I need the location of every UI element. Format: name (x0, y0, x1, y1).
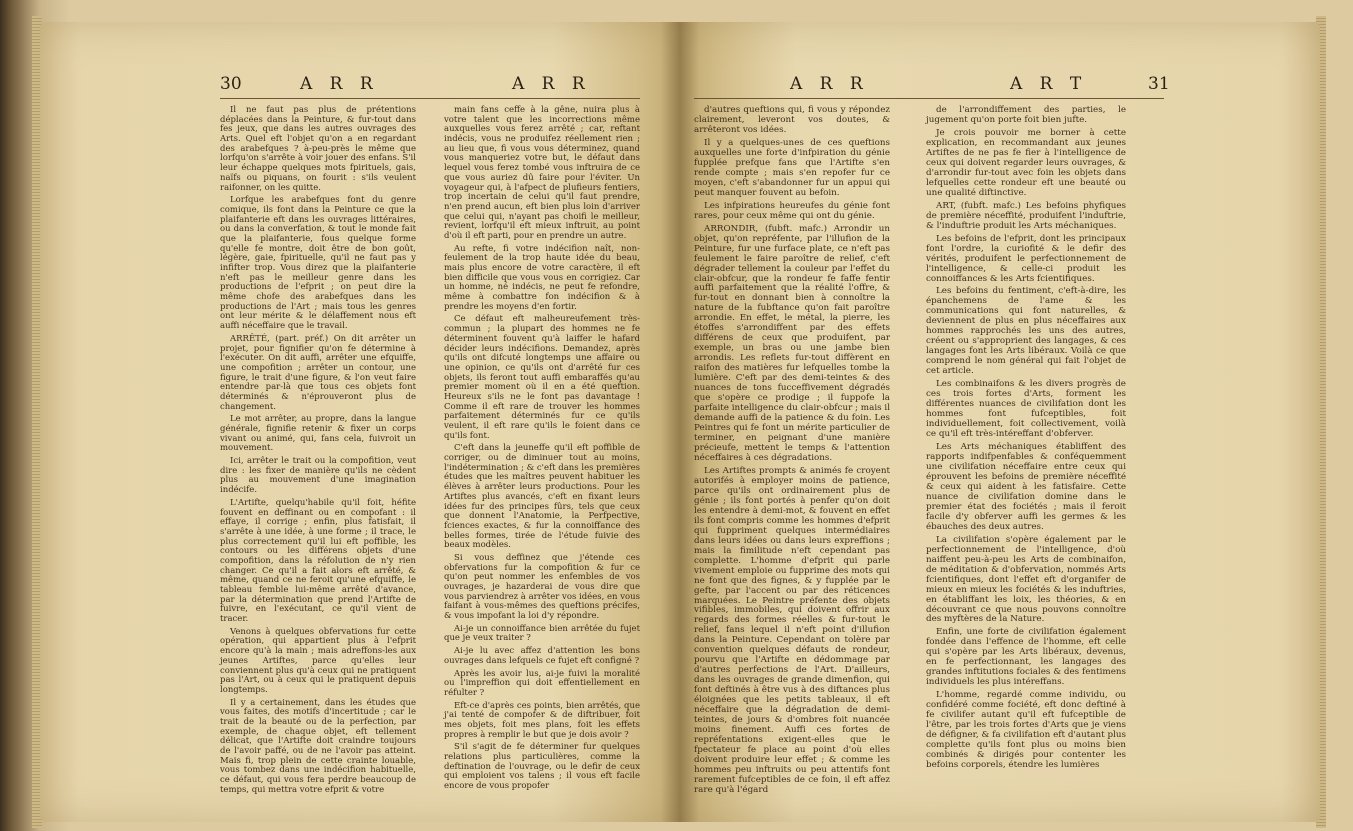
page-number-left: 30 (220, 74, 242, 94)
running-head-right-col1: A R R (790, 74, 869, 94)
paragraph: La civilifation s'opère également par le perfectionnement de l'intelligence, d'où naiffent peu-à-peu les Arts de combinaifon, de méditation & d'obfervation, nommés Arts fcientifiques, dont l'effet eft d'organifer de mieux en mieux les fociétés & les induftries, en établiffant les loix, les théories, & en découvrant ce que nous pouvons connoître des myftères de la Nature. (926, 534, 1126, 625)
paragraph: Le mot arrêter, au propre, dans la langue générale, fignifie retenir & fixer un corps vivant ou animé, qui, fans cela, fuivroit un mouvement. (220, 414, 416, 454)
paragraph: Enfin, une forte de civilifation également fondée dans l'effence de l'homme, eft celle qui s'opère par les Arts libéraux, devenus, en fe perfectionnant, les langages des grandes inftitutions fociales & des fentimens individuels les plus intéreffans. (926, 627, 1126, 688)
paragraph: Les Arts méchaniques établiffent des rapports indifpenfables & conféquemment une civilifation néceffaire entre ceux qui éprouvent les befoins de première néceffité & ceux qui aident à les fatisfaire. Cette nuance de civilifation domine dans le premier état des fociétés ; mais il feroit facile d'y obferver auffi les germes & les ébauches des deux autres. (926, 442, 1126, 532)
paragraph: Les infpirations heureufes du génie font rares, pour ceux même qui ont du génie. (694, 200, 890, 221)
paragraph: Je crois pouvoir me borner à cette explication, en recommandant aux jeunes Artiftes de ne pas fe fier à l'intelligence de ceux qui doivent regarder leurs ouvrages, & d'arrondir fur-tout avec foin les objets dans lefquelles cette rondeur eft une beauté ou une qualité diftinctive. (926, 127, 1126, 198)
paragraph: Il ne faut pas plus de prétentions déplacées dans la Peinture, & fur-tout dans fes jeux, que dans les autres ouvrages des Arts. Quel eft l'objet qu'on a en regardant des arabefques ? à-peu-près le même que lorfqu'on s'arrête à voir jouer des enfans. S'il leur échappe quelques mots fpirituels, gais, naïfs ou piquans, on fourit : s'ils veulent raifonner, on les quitte. (220, 105, 416, 193)
paragraph: ARRÊTÉ, (part. préf.) On dit arrêter un projet, pour fignifier qu'on fe détermine à l'exécuter. On dit auffi, arrêter une efquiffe, une compofition ; arrêter un contour, une figure, le trait d'une figure, & l'on veut faire entendre par-là que tous ces objets font déterminés & n'éprouveront plus de changement. (220, 333, 416, 412)
paragraph: Ai-je lu avec affez d'attention les bons ouvrages dans lefquels ce fujet eft configné ? (444, 646, 640, 666)
paragraph: Les befoins du fentiment, c'eft-à-dire, les épanchemens de l'ame & les communications qui font naturelles, & deviennent de plus en plus néceffaires aux hommes rapprochés les uns des autres, créent ou s'approprient des langages, & ces langages font les Arts libéraux. Voilà ce que comprend le nom général qui fait l'objet de cet article. (926, 286, 1126, 377)
page-number-right: 31 (1148, 74, 1170, 94)
paragraph: Ai-je un connoiffance bien arrêtée du fujet que je veux traiter ? (444, 623, 640, 644)
paragraph: L'homme, regardé comme individu, ou confidéré comme fociété, eft donc deftiné à fe civilifer autant qu'il eft fufceptible de l'être, par les trois fortes d'Arts que je viens de défigner, & fa civilifation eft d'autant plus complette qu'ils font plus ou moins bien combinés & dirigés pour contenter les befoins corporels, étendre les lumières (926, 690, 1126, 771)
paragraph: Il y a certainement, dans les études que vous faites, des motifs d'incertitude ; car le trait de la beauté ou de la perfection, par exemple, de chaque objet, eft tellement délicat, que l'Artifte doit craindre toujours de l'avoir paffé, ou de ne l'avoir pas atteint. Mais fi, trop plein de cette crainte louable, vous tombez dans une indécifion habituelle, ce défaut, qui vous fera perdre beaucoup de temps, qui mettra votre efprit & votre (220, 697, 416, 795)
paragraph: Si vous deffinez que j'étende ces obfervations fur la compofition & fur ce qu'on peut nommer les enfembles de vos ouvrages, je hazarderai de vous dire que vous parviendrez à arrêter vos idées, en vous faifant à vous-mêmes des queftions précifes, & vous impofant la loi d'y répondre. (444, 552, 640, 622)
paragraph: Il y a quelques-unes de ces queftions auxquelles une forte d'infpiration du génie fupplée prefque fans que l'Artifte s'en rende compte ; mais s'en repofer fur ce moyen, c'eft s'abandonner fur un appui qui peut manquer fouvent au befoin. (694, 137, 890, 198)
paragraph: L'Artifte, quelqu'habile qu'il foit, héfite fouvent en deffinant ou en compofant : il effaye, il corrige ; enfin, plus fatisfait, il s'arrête à une idée, à une forme ; il trace, le plus correctement qu'il lui eft poffible, les contours ou les différens objets d'une compofition, dans la réfolution de n'y rien changer. Ce qu'il a fait alors eft arrêté, & même, quand ce ne feroit qu'une efquiffe, le tableau femble lui-même arrêté d'avance, par la détermination que prend l'Artifte de fuivre, en l'exécutant, ce qu'il vient de tracer. (220, 497, 416, 625)
paragraph: Après les avoir lus, ai-je fuivi la moralité ou l'impreffion qui doit effentiellement en réfulter ? (444, 668, 640, 698)
header-rule-left (220, 98, 640, 99)
running-head-left-col2: A R R (512, 74, 591, 94)
text-column-left-1 (220, 106, 416, 798)
paragraph: Eft-ce d'après ces points, bien arrêtés, que j'ai tenté de compofer & de diftribuer, foit mes objets, foit mes plans, foit les effets propres à remplir le but que je dois avoir ? (444, 700, 640, 740)
text-column-right-2 (926, 106, 1126, 774)
paragraph: Ce défaut eft malheureufement très-commun ; la plupart des hommes ne fe déterminent fouvent qu'à laiffer le hafard décider leurs indécifions. Demandez, après qu'ils ont difcuté longtemps une affaire ou une opinion, ce qu'ils ont d'arrêté fur ces objets, ils feront tout auffi embaraffés qu'au premier moment où il en a été queftion. Heureux s'ils ne le font pas davantage ! Comme il eft rare de trouver les hommes parfaitement déterminés fur ce qu'ils veulent, il eft rare qu'ils le foient dans ce qu'ils font. (444, 314, 640, 441)
paragraph: S'il s'agit de fe déterminer fur quelques relations plus particulières, comme la deftination de l'ouvrage, ou le defir de ceux qui emploient vos talens ; il vous eft facile encore de vous propofer (444, 742, 640, 792)
left-page (40, 22, 680, 822)
text-column-left-2 (444, 106, 640, 795)
paragraph: Les befoins de l'efprit, dont les principaux font l'ordre, la curiofité & le defir des vérités, produifent le perfectionnement de l'intelligence, & celle-ci produit les connoiffances & les Arts fcientifiques. (926, 233, 1126, 284)
paragraph: main fans ceffe à la gêne, nuira plus à votre talent que les incorrections même auxquelles vous ferez arrêté ; car, reftant indécis, vous ne produifez réellement rien ; au lieu que, fi vous vous déterminez, quand vous manqueriez votre but, le défaut dans lequel vous ferez tombé vous inftruira de ce que vous auriez dû faire pour l'éviter. Un voyageur qui, à l'afpect de plufieurs fentiers, trop incertain de celui qu'il faut prendre, n'en prend aucun, eft bien plus loin d'arriver que celui qui, n'ayant pas choifi le meilleur, revient, lorfqu'il eft mieux inftruit, au point d'où il eft parti, pour en prendre un autre. (444, 105, 640, 241)
paragraph: ART, (fubft. mafc.) Les befoins phyfiques de première néceffité, produifent l'induftrie, & l'induftrie produit les Arts méchaniques. (926, 200, 1126, 231)
paragraph: C'eft dans la jeuneffe qu'il eft poffible de corriger, ou de diminuer tout au moins, l'indétermination ; & c'eft dans les premières études que les maîtres peuvent habituer les élèves à arrêter leurs productions. Pour les Artiftes plus avancés, c'eft en fixant leurs idées fur des principes fûrs, tels que ceux que donnent l'Anatomie, la Perfpective, fciences exactes, & fur la connoiffance des belles formes, tirée de l'étude fuivie des beaux modèles. (444, 443, 640, 551)
paragraph: Les combinaifons & les divers progrès de ces trois fortes d'Arts, forment les différentes nuances de civilifation dont les hommes font fufceptibles, foit individuellement, foit collectivement, voilà ce qu'il eft très-intéreffant d'obferver. (926, 379, 1126, 440)
running-head-right-col2: A R T (1010, 74, 1088, 94)
paragraph: Au refte, fi votre indécifion naît, non-feulement de la trop haute idée du beau, mais plus encore de votre caractère, il eft bien difficile que vous vous en corrigiez. Car un homme, né indécis, ne peut fe refondre, même à combattre fon indécifion & à prendre les moyens d'en fortir. (444, 243, 640, 312)
paragraph: d'autres queftions qui, fi vous y répondez clairement, leveront vos doutes, & arrêteront vos idées. (694, 105, 890, 135)
paragraph: de l'arrondiffement des parties, le jugement qu'on porte foit bien jufte. (926, 105, 1126, 125)
paragraph: Ici, arrêter le trait ou la compofition, veut dire : les fixer de manière qu'ils ne cèdent plus au mouvement d'une imagination indécife. (220, 456, 416, 496)
paragraph: Venons à quelques obfervations fur cette opération, qui appartient plus à l'efprit encore qu'à la main ; mais adreffons-les aux jeunes Artiftes, parce qu'elles leur conviennent plus qu'à ceux qui ne pratiquent pas l'Art, ou à ceux qui le pratiquent depuis longtemps. (220, 626, 416, 695)
paragraph: Lorfque les arabefques font du genre comique, ils font dans la Peinture ce que la plaifanterie eft dans les ouvrages littéraires, ou dans la converfation, & tout le monde fait que la plaifanterie, fous quelque forme qu'elle fe montre, doit être de bon goût, légère, gaie, fpirituelle, qu'il ne faut pas y infifter trop. Vous direz que la plaifanterie n'eft pas le meilleur genre dans les productions de l'efprit ; on peut dire la même chofe des arabefques dans les productions de l'Art ; mais tous les genres ont leur mérite & le délaffement nous eft auffi néceffaire que le travail. (220, 195, 416, 332)
right-page (680, 22, 1320, 822)
header-rule-right (694, 98, 1164, 99)
text-column-right-1 (694, 106, 890, 799)
running-head-left-col1: A R R (300, 74, 379, 94)
paragraph: ARRONDIR, (fubft. mafc.) Arrondir un objet, qu'on repréfente, par l'illufion de la Peinture, fur une furface plate, ce n'eft pas feulement le faire paroître de relief, c'eft dégrader tellement la couleur par l'effet du clair-obfcur, que la rondeur fe faffe fentir auffi parfaitement que la réalité l'offre, & fur-tout en donnant bien à connoître la nature de la fubftance qu'on fait paroître arrondie. En effet, le métal, la pierre, les étoffes s'arrondiffent par des effets différens de ceux que produifent, par exemple, un bras ou une jambe bien arrondis. Les reflets fur-tout diffèrent en raifon des matières fur lefquelles tombe la lumière. C'eft par des demi-teintes & des nuances de tons fucceffivement dégradés que s'opère ce prodige ; il fuppofe la parfaite intelligence du clair-obfcur ; mais il demande auffi de la patience & du foin. Les Peintres qui fe font un mérite particulier de terminer, en peignant d'une manière précieufe, mettent le temps & l'attention néceffaires à ces dégradations. (694, 223, 890, 463)
paragraph: Les Artiftes prompts & animés fe croyent autorifés à employer moins de patience, parce qu'ils ont ordinairement plus de génie ; ils font portés à penfer qu'on doit les entendre à demi-mot, & fouvent en effet ils font compris comme les hommes d'efprit qui fuppriment quelques intermédiaires dans leurs idées ou dans leurs expreffions ; mais la fimilitude n'eft cependant pas complette. L'homme d'efprit qui parle vivement emploie ou fupprime des mots qui ne font que des fignes, & y fupplée par le gefte, par l'accent ou par des réticences marquées. Le Peintre préfente des objets vifibles, immobiles, qui doivent offrir aux regards des formes réelles & fur-tout le relief, fans lequel il n'eft point d'illufion dans la Peinture. Cependant on tolère par convention quelques défauts de rondeur, pourvu que l'Artifte en dédommage par d'autres perfections de l'Art. D'ailleurs, dans les ouvrages de grande dimenfion, qui font deftinés à être vus à des diftances plus éloignées que les petits tableaux, il eft néceffaire que la dégradation de demi-teintes, de jours & d'ombres foit nuancée moins finement. Auffi ces fortes de repréfentations exigent-elles que le fpectateur fe place au point d'où elles doivent produire leur effet ; & comme les hommes peu inftruits ou peu attentifs font rarement fufceptibles de ce foin, il eft affez rare qu'à l'égard (694, 465, 890, 795)
